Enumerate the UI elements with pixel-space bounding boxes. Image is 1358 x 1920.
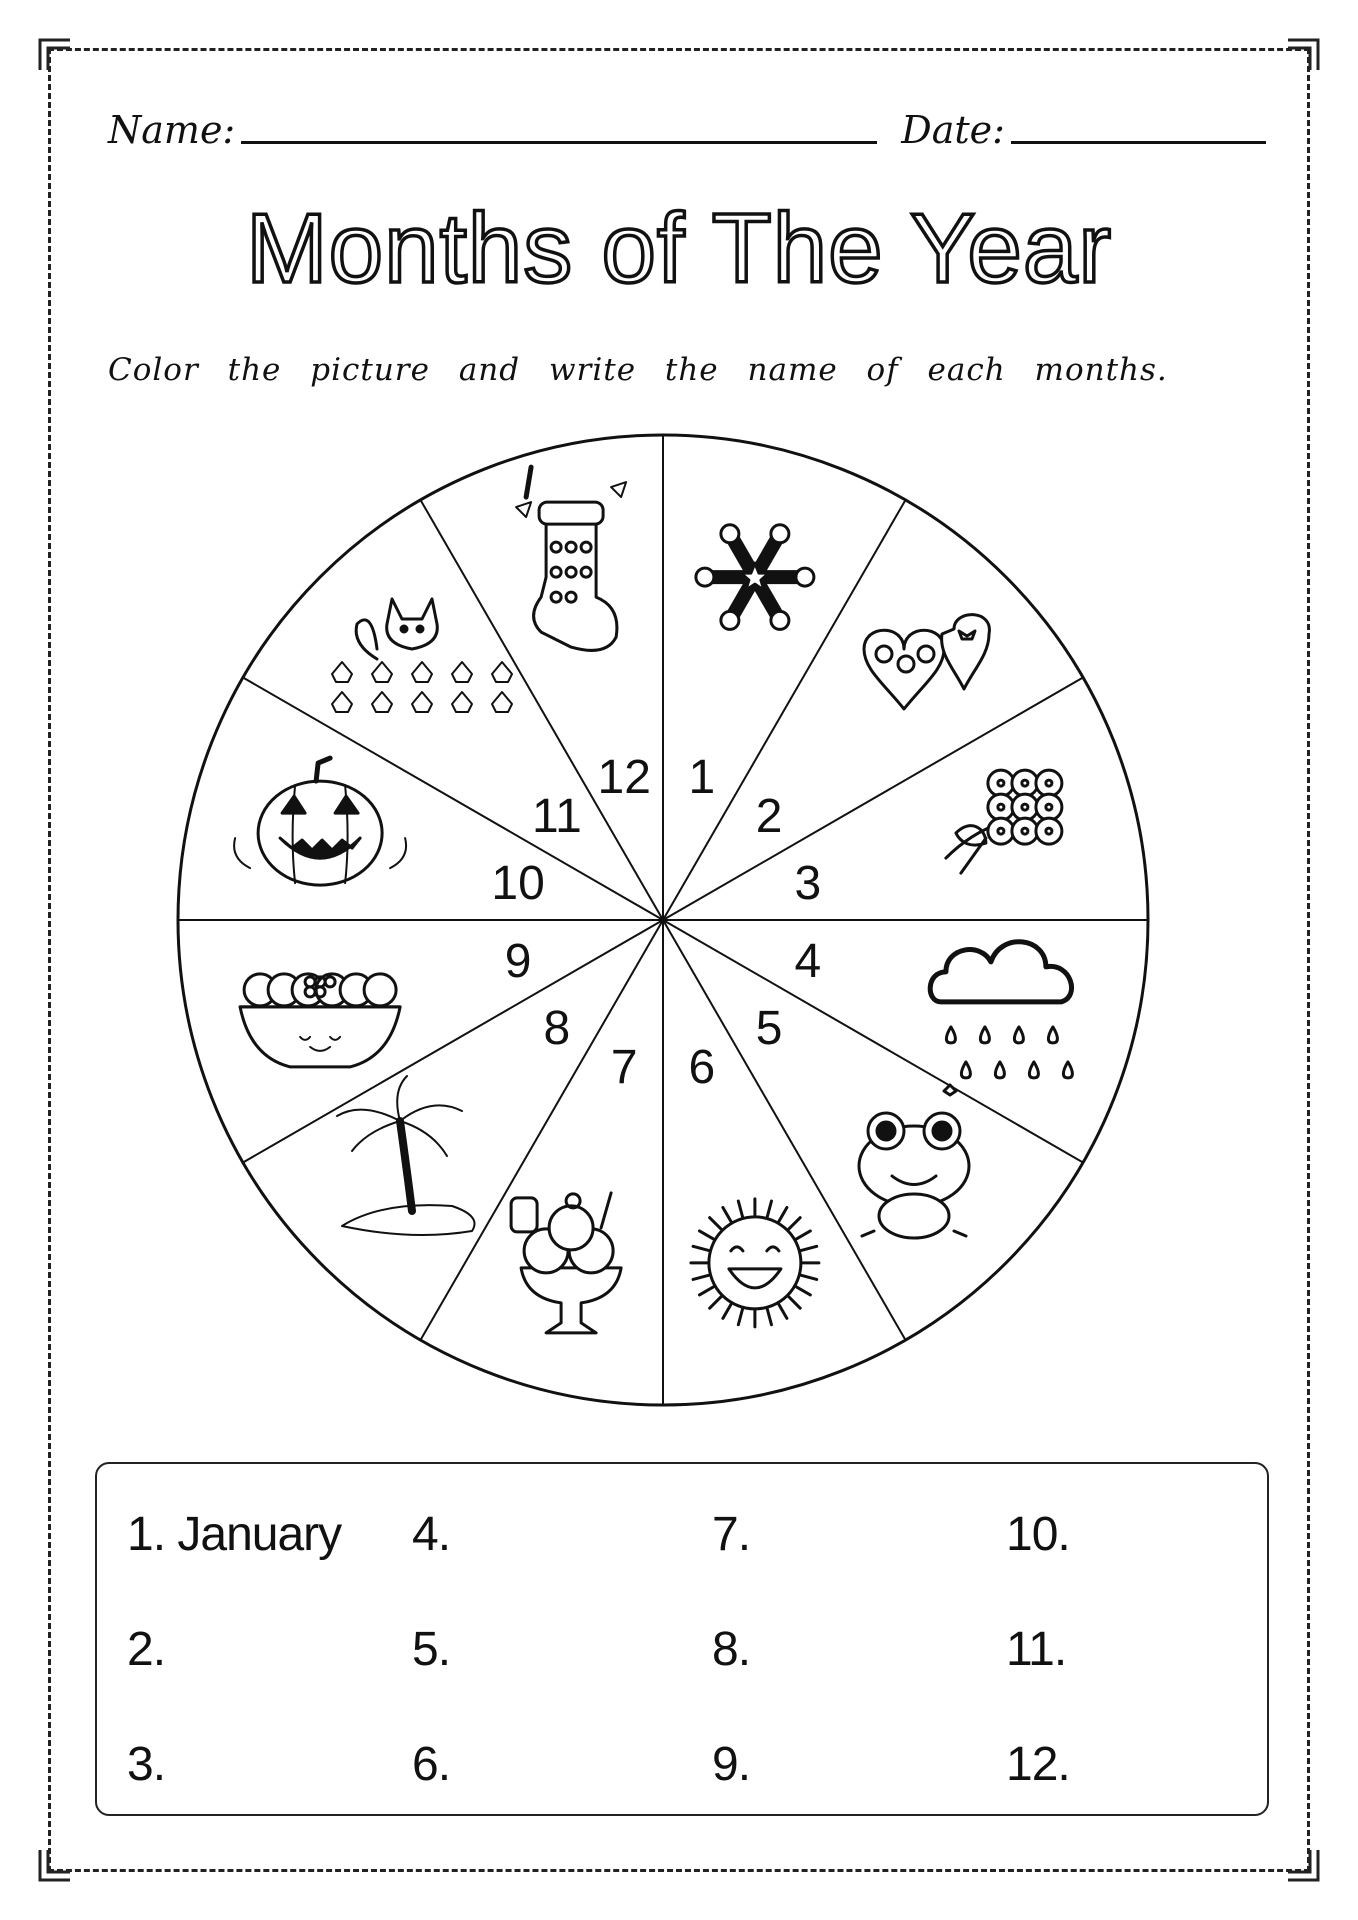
segment-number: 8 <box>543 1002 571 1056</box>
answer-slot[interactable]: 4. <box>412 1508 451 1561</box>
fruit-bowl-icon <box>240 974 400 1067</box>
segment-number: 3 <box>794 857 822 911</box>
segment-number: 10 <box>491 857 545 911</box>
segment-number: 2 <box>755 789 783 843</box>
answer-slot[interactable]: 8. <box>712 1623 751 1676</box>
answer-slot[interactable]: 1. January <box>127 1508 342 1561</box>
segment-number: 6 <box>688 1040 716 1094</box>
answer-slot[interactable]: 10. <box>1006 1508 1070 1561</box>
segment-number: 9 <box>504 934 532 988</box>
sun-icon <box>691 1199 819 1327</box>
answer-slot[interactable]: 6. <box>412 1738 451 1791</box>
answer-slot[interactable]: 7. <box>712 1508 751 1561</box>
answer-slot[interactable]: 5. <box>412 1623 451 1676</box>
name-label: Name: <box>108 108 236 152</box>
answer-slot[interactable]: 11. <box>1006 1623 1067 1676</box>
answer-slot[interactable]: 12. <box>1006 1738 1070 1791</box>
answer-slot[interactable]: 3. <box>127 1738 166 1791</box>
segment-number: 11 <box>531 789 582 843</box>
segment-number: 12 <box>597 751 651 805</box>
segment-number: 4 <box>794 934 822 988</box>
instruction-text: Color the picture and write the name of each months. <box>108 352 1168 388</box>
page-title: Months of The Year <box>245 193 1113 303</box>
date-label: Date: <box>901 108 1005 152</box>
segment-number: 1 <box>688 751 716 805</box>
segment-number: 7 <box>610 1040 638 1094</box>
corner-bracket-icon <box>38 1848 72 1882</box>
answer-slot[interactable]: 2. <box>127 1623 166 1676</box>
segment-number: 5 <box>755 1002 783 1056</box>
answer-slot[interactable]: 9. <box>712 1738 751 1791</box>
corner-bracket-icon <box>1286 1848 1320 1882</box>
